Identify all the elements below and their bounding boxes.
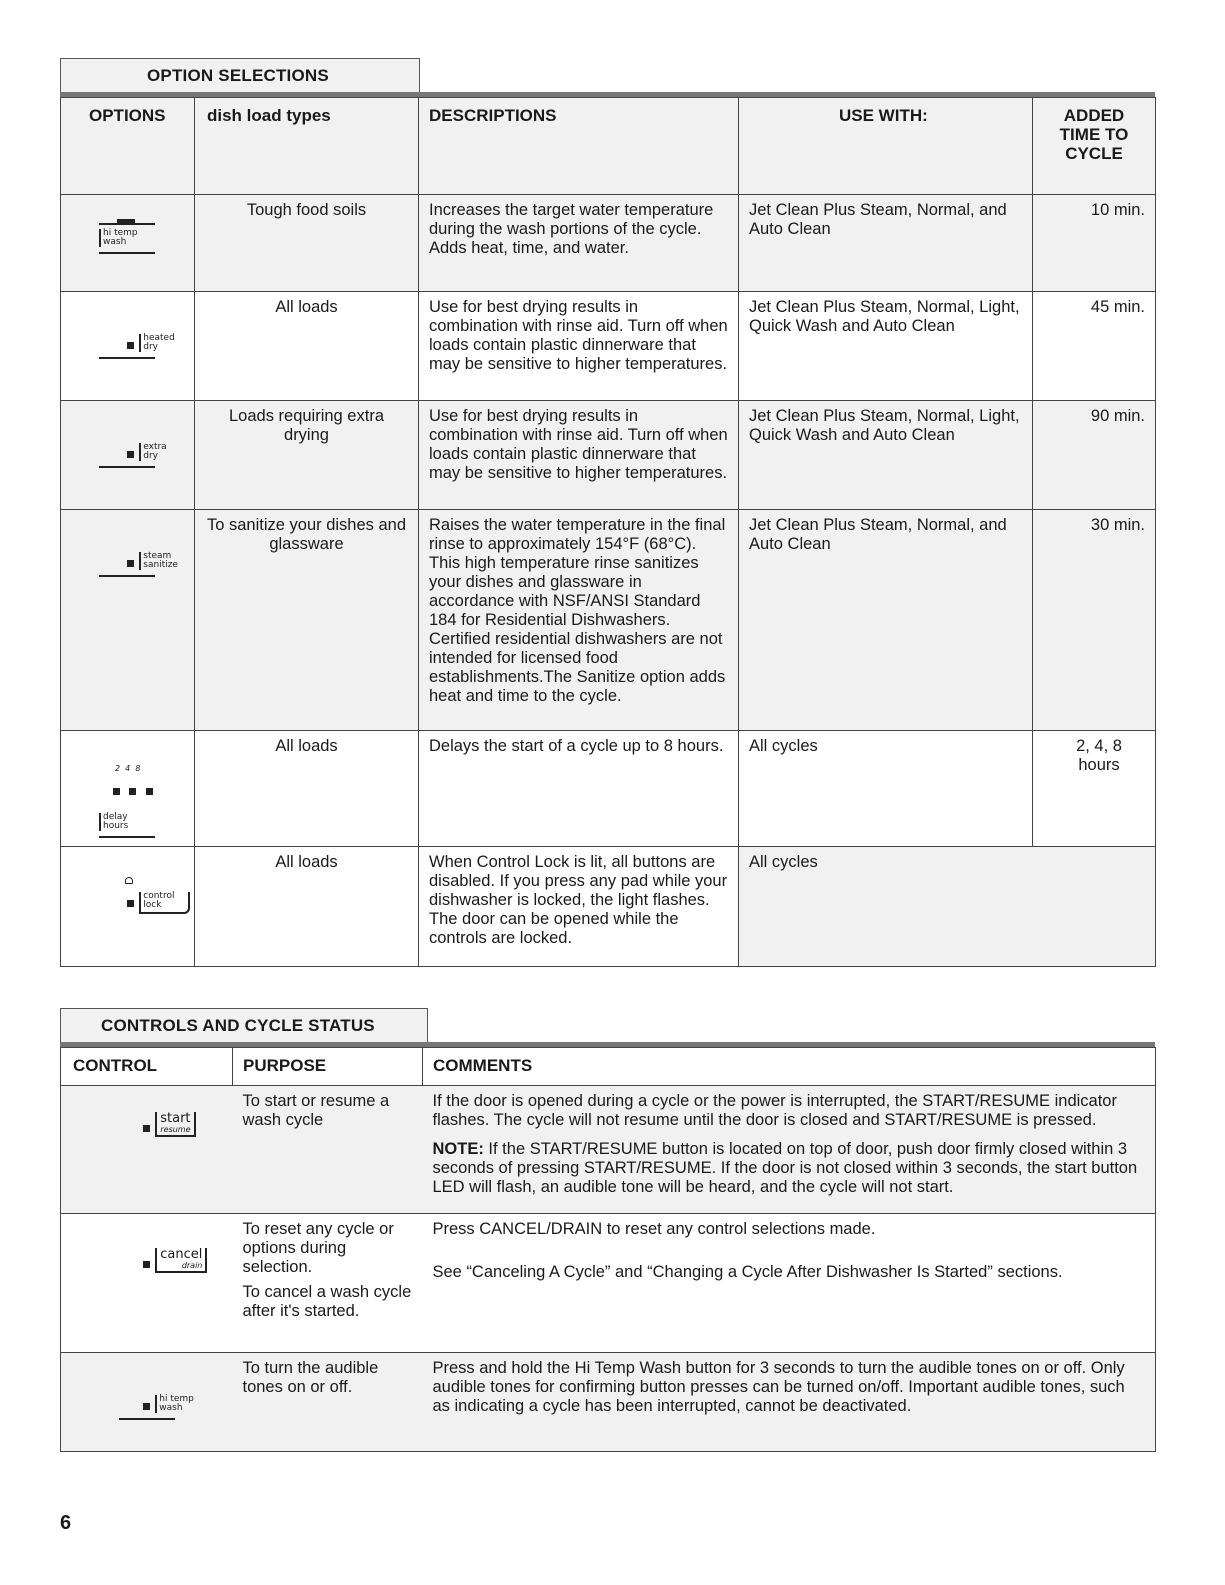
- control-icon-cell: [61, 1353, 233, 1452]
- heated-dry-control-icon: [99, 320, 175, 359]
- option-row: [61, 195, 1156, 292]
- header-load-types: dish load types: [195, 98, 419, 195]
- option-row: [61, 510, 1156, 731]
- purpose: To start or resume a wash cycle: [233, 1086, 423, 1214]
- load-type: All loads: [195, 847, 419, 967]
- ctl-label-2: wash: [159, 1403, 183, 1413]
- option-row: [61, 401, 1156, 510]
- description: Increases the target water temperature during the wash portions of the cycle. Adds heat, time, and water.: [419, 195, 739, 292]
- button-label-main: start: [160, 1111, 191, 1126]
- option-selections-table: [60, 97, 1156, 967]
- option-row: [61, 731, 1156, 847]
- led-indicator: [127, 451, 134, 458]
- description: When Control Lock is lit, all buttons are disabled. If you press any pad while your dishwasher is locked, the light flashes. The door can be opened while the controls are locked.: [419, 847, 739, 967]
- header-control: CONTROL: [61, 1048, 233, 1086]
- note-text: If the START/RESUME button is located on top of door, push door firmly closed within 3 seconds of pressing START/RESUME. If the door is not closed within 3 seconds, the start button LED will flash, an audible tone will be heard, and the cycle will not start.: [432, 1140, 1138, 1196]
- added-time: 2, 4, 8 hours: [1033, 731, 1156, 847]
- description: Delays the start of a cycle up to 8 hours.: [419, 731, 739, 847]
- led-indicator: [127, 342, 134, 349]
- option-row: [61, 292, 1156, 401]
- control-row: [61, 1214, 1156, 1353]
- led-indicator: [146, 788, 153, 795]
- cancel-drain-button-icon[interactable]: [119, 1236, 207, 1273]
- ctl-label-2: lock: [143, 900, 162, 910]
- control-icon-cell: [61, 1086, 233, 1214]
- button-label-main: cancel: [160, 1247, 203, 1262]
- led-indicator: [143, 1403, 150, 1410]
- control-row: [61, 1086, 1156, 1214]
- ctl-label-2: hours: [103, 821, 129, 831]
- comment: If the door is opened during a cycle or the power is interrupted, the START/RESUME indicator flashes. The cycle will not resume until the door is closed and START/RESUME is pressed.: [432, 1092, 1117, 1129]
- ctl-label-2: sanitize: [143, 560, 178, 570]
- ctl-label-2: dry: [143, 342, 158, 352]
- purpose: To turn the audible tones on or off.: [233, 1353, 423, 1452]
- steam-sanitize-control-icon: [99, 538, 178, 577]
- note-paragraph: [433, 1140, 1146, 1197]
- use-with: Jet Clean Plus Steam, Normal, and Auto Clean: [739, 510, 1033, 731]
- controls-table: [60, 1047, 1156, 1452]
- controls-cycle-status-section: [60, 1008, 1155, 1474]
- controls-section-title: CONTROLS AND CYCLE STATUS: [101, 1015, 375, 1035]
- load-type: To sanitize your dishes and glassware: [195, 510, 419, 731]
- control-icon-cell: [61, 1214, 233, 1353]
- ctl-label-1: delay: [103, 812, 128, 822]
- comment-secondary: See “Canceling A Cycle” and “Changing a Cycle After Dishwasher Is Started” sections.: [432, 1263, 1063, 1281]
- added-time: 30 min.: [1033, 510, 1156, 731]
- use-with: Jet Clean Plus Steam, Normal, Light, Quick Wash and Auto Clean: [739, 401, 1033, 510]
- added-time: 10 min.: [1033, 195, 1156, 292]
- use-with: Jet Clean Plus Steam, Normal, and Auto Clean: [739, 195, 1033, 292]
- delay-hours-control-icon: [99, 759, 155, 838]
- header-use-with: USE WITH:: [739, 98, 1033, 195]
- option-control-cell: [61, 292, 195, 401]
- added-time: 90 min.: [1033, 401, 1156, 510]
- header-purpose: PURPOSE: [233, 1048, 423, 1086]
- button-label-sub: drain: [181, 1261, 203, 1270]
- header-row: [61, 98, 1156, 195]
- ctl-label-2: dry: [143, 451, 158, 461]
- comment-cell: [423, 1214, 1156, 1353]
- padlock-icon: [125, 877, 133, 884]
- comment: Press CANCEL/DRAIN to reset any control selections made.: [432, 1220, 876, 1238]
- page-number: 6: [60, 1512, 72, 1534]
- description: Use for best drying results in combination with rinse aid. Turn off when loads contain plastic dinnerware that may be sensitive to higher temperatures.: [419, 292, 739, 401]
- option-control-cell: [61, 195, 195, 292]
- control-row: [61, 1353, 1156, 1452]
- control-lock-icon: [99, 877, 190, 914]
- ctl-label-1: extra: [143, 442, 167, 452]
- delay-digits: 2 4 8: [115, 764, 141, 773]
- comment: Press and hold the Hi Temp Wash button for 3 seconds to turn the audible tones on or off. Only audible tones for confirming button presses can be turned on/off. Important audible tones, such as indicating a cycle has been interrupted, cannot be deactivated.: [423, 1353, 1156, 1452]
- use-with: All cycles: [739, 847, 1156, 967]
- purpose-cell: [233, 1214, 423, 1353]
- option-control-cell: [61, 847, 195, 967]
- header-row: [61, 1048, 1156, 1086]
- load-type: Loads requiring extra drying: [195, 401, 419, 510]
- ctl-label-1: control: [143, 891, 175, 901]
- load-type: All loads: [195, 292, 419, 401]
- led-indicator: [127, 900, 134, 907]
- ctl-label-1: hi temp: [159, 1394, 194, 1404]
- use-with: All cycles: [739, 731, 1033, 847]
- led-indicator: [143, 1125, 150, 1132]
- header-comments: COMMENTS: [423, 1048, 1156, 1086]
- option-control-cell: [61, 401, 195, 510]
- ctl-label-1: hi temp: [103, 228, 138, 238]
- ctl-label-1: steam: [143, 551, 172, 561]
- purpose: To reset any cycle or options during selection.: [242, 1220, 394, 1276]
- ctl-label-1: heated: [143, 333, 175, 343]
- hi-temp-wash-control-icon[interactable]: [119, 1379, 194, 1420]
- added-time: 45 min.: [1033, 292, 1156, 401]
- extra-dry-control-icon: [99, 429, 167, 468]
- button-label-sub: resume: [160, 1125, 191, 1134]
- option-control-cell: [61, 731, 195, 847]
- description: Use for best drying results in combination with rinse aid. Turn off when loads contain plastic dinnerware that may be sensitive to higher temperatures.: [419, 401, 739, 510]
- load-type: Tough food soils: [195, 195, 419, 292]
- ctl-label-2: wash: [103, 237, 127, 247]
- led-indicator: [143, 1261, 150, 1268]
- load-type: All loads: [195, 731, 419, 847]
- section-title: [60, 1008, 428, 1042]
- use-with: Jet Clean Plus Steam, Normal, Light, Quick Wash and Auto Clean: [739, 292, 1033, 401]
- note-label: NOTE:: [432, 1140, 484, 1158]
- header-descriptions: DESCRIPTIONS: [419, 98, 739, 195]
- header-options: OPTIONS: [61, 98, 195, 195]
- section-title: [60, 58, 420, 92]
- option-row: [61, 847, 1156, 967]
- led-indicator: [129, 788, 136, 795]
- purpose-secondary: To cancel a wash cycle after it's started.: [242, 1283, 412, 1320]
- start-resume-button-icon[interactable]: [119, 1102, 196, 1137]
- option-selections-section: [60, 58, 1155, 970]
- led-indicator: [113, 788, 120, 795]
- option-control-cell: [61, 510, 195, 731]
- comment-cell: [423, 1086, 1156, 1214]
- option-selections-title: OPTION SELECTIONS: [147, 65, 329, 85]
- led-indicator: [127, 560, 134, 567]
- hi-temp-wash-control-icon: [99, 219, 155, 254]
- header-added-time: ADDED TIME TO CYCLE: [1033, 98, 1156, 195]
- description: Raises the water temperature in the final rinse to approximately 154°F (68°C). This high temperature rinse sanitizes your dishes and glassware in accordance with NSF/ANSI Standard 184 for Residential Dishwashers. Certified residential dishwashers are not intended for licensed food establishments.The Sanitize option adds heat and time to the cycle.: [419, 510, 739, 731]
